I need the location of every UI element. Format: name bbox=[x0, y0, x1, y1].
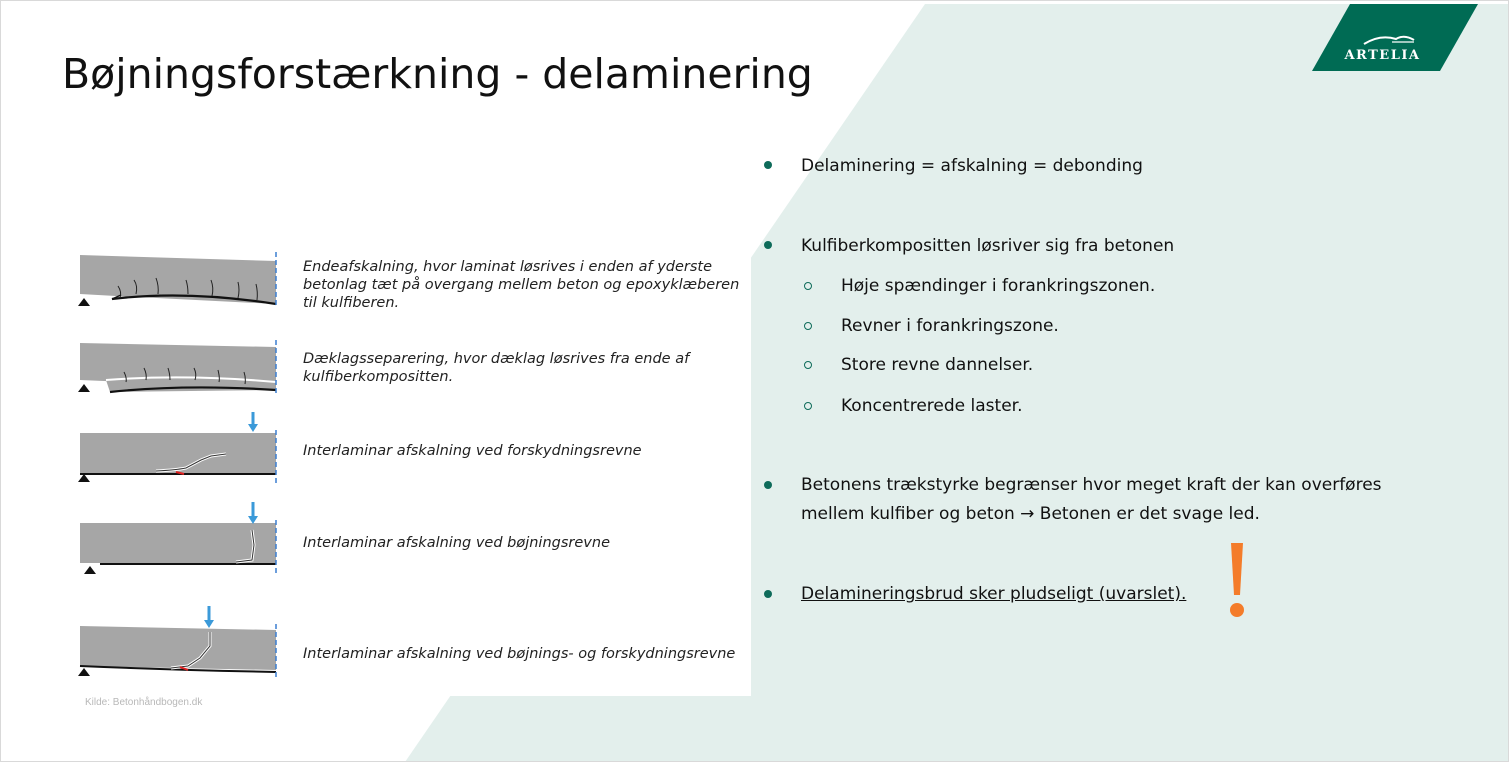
caption-shear-crack: Interlaminar afskalning ved forskydningsrevne bbox=[303, 443, 642, 459]
bullet-definition: Delaminering = afskalning = debonding bbox=[801, 156, 1143, 176]
bullet-dot bbox=[764, 161, 772, 169]
figure-source: Kilde: Betonhåndbogen.dk bbox=[85, 697, 203, 708]
diagram-flexural-shear-crack bbox=[76, 604, 286, 682]
slide-title: Bøjningsforstærkning - delaminering bbox=[62, 50, 813, 98]
bullet-dot bbox=[764, 590, 772, 598]
sub-bullet-large-cracks: Store revne dannelser. bbox=[841, 355, 1034, 375]
caption-flexural-crack: Interlaminar afskalning ved bøjningsrevne bbox=[303, 535, 610, 551]
caption-end-peeling: Endeafskalning, hvor laminat løsrives i enden af yderste betonlag tæt på overgang mellem beton og epoxyklæberen til kulfiberen. bbox=[303, 259, 740, 311]
bullet-tensile-strength-line2: mellem kulfiber og beton → Betonen er det svage led. bbox=[801, 504, 1260, 524]
bullet-tensile-strength-line1: Betonens trækstyrke begrænser hvor meget kraft der kan overføres bbox=[801, 475, 1382, 495]
bullet-debonding: Kulfiberkompositten løsriver sig fra betonen bbox=[801, 236, 1175, 256]
diagram-shear-crack bbox=[76, 410, 286, 485]
sub-bullet-circle bbox=[804, 322, 812, 330]
diagram-cover-separation bbox=[76, 338, 286, 398]
caption-cover-separation: Dæklagsseparering, hvor dæklag løsrives fra ende af kulfiberkompositten. bbox=[303, 351, 690, 385]
bullet-sudden-failure: Delamineringsbrud sker pludseligt (uvarslet). bbox=[801, 584, 1187, 604]
sub-bullet-stresses: Høje spændinger i forankringszonen. bbox=[841, 276, 1156, 296]
sub-bullet-circle bbox=[804, 282, 812, 290]
sub-bullet-cracks: Revner i forankringszone. bbox=[841, 316, 1059, 336]
sub-bullet-circle bbox=[804, 361, 812, 369]
logo-text: ARTELIA bbox=[1344, 48, 1421, 63]
bullet-dot bbox=[764, 241, 772, 249]
bullet-dot bbox=[764, 481, 772, 489]
caption-flexural-shear-crack: Interlaminar afskalning ved bøjnings- og forskydningsrevne bbox=[303, 646, 736, 662]
diagram-flexural-crack bbox=[76, 500, 286, 578]
sub-bullet-circle bbox=[804, 402, 812, 410]
exclamation-icon bbox=[1226, 543, 1248, 619]
diagram-end-peeling bbox=[76, 250, 286, 310]
sub-bullet-loads: Koncentrerede laster. bbox=[841, 396, 1023, 416]
